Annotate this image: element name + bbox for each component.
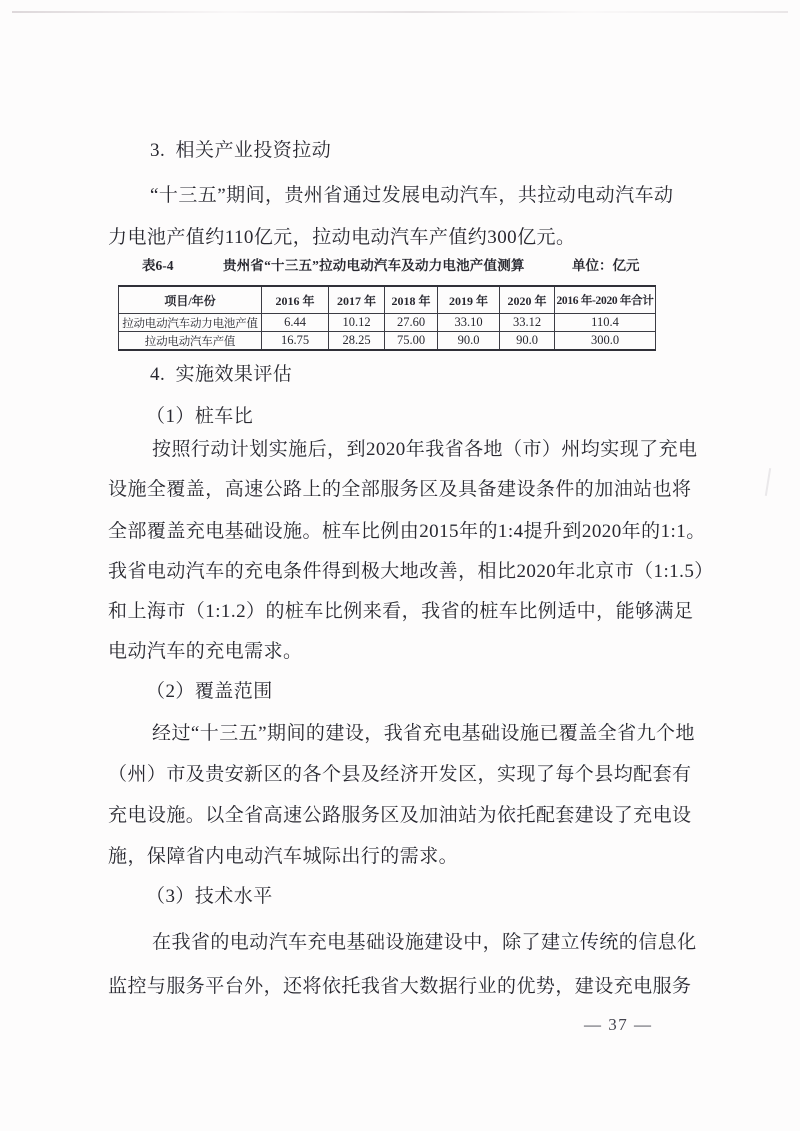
header-item-year: 项目/年份 xyxy=(119,286,262,314)
header-2020: 2020 年 xyxy=(500,286,555,314)
header-2017: 2017 年 xyxy=(329,286,385,314)
section-4-heading: 4. 实施效果评估 xyxy=(150,364,293,385)
paragraph-3-line-4: 施，保障省内电动汽车城际出行的需求。 xyxy=(108,846,459,867)
table-row xyxy=(119,332,656,351)
subsection-1-heading: （1）桩车比 xyxy=(146,406,254,427)
paragraph-2-line-1: 按照行动计划实施后，到2020年我省各地（市）州均实现了充电 xyxy=(152,439,698,460)
paragraph-3-line-1: 经过“十三五”期间的建设，我省充电基础设施已覆盖全省九个地 xyxy=(152,723,695,744)
vehicle-2017: 28.25 xyxy=(329,332,385,351)
paragraph-1-line-2: 力电池产值约110亿元，拉动电动汽车产值约300亿元。 xyxy=(108,227,576,248)
header-2019: 2019 年 xyxy=(438,286,500,314)
row-battery-name: 拉动电动汽车动力电池产值 xyxy=(119,314,262,332)
scan-artifact-line xyxy=(12,11,788,13)
table-row xyxy=(119,314,656,332)
paragraph-2-line-3: 全部覆盖充电基础设施。桩车比例由2015年的1:4提升到2020年的1:1。 xyxy=(108,521,706,542)
vehicle-2018: 75.00 xyxy=(385,332,438,351)
subsection-2-heading: （2）覆盖范围 xyxy=(146,681,273,702)
vehicle-2019: 90.0 xyxy=(438,332,500,351)
paragraph-2-line-6: 电动汽车的充电需求。 xyxy=(108,641,303,662)
scan-artifact-speck xyxy=(765,468,771,496)
page-number: — 37 — xyxy=(584,1015,653,1034)
paragraph-4-line-1: 在我省的电动汽车充电基础设施建设中，除了建立传统的信息化 xyxy=(152,932,697,953)
header-2018: 2018 年 xyxy=(385,286,438,314)
vehicle-total: 300.0 xyxy=(555,332,656,351)
subsection-3-heading: （3）技术水平 xyxy=(146,886,273,907)
vehicle-2020: 90.0 xyxy=(500,332,555,351)
battery-2016: 6.44 xyxy=(262,314,329,332)
battery-2017: 10.12 xyxy=(329,314,385,332)
table-title: 贵州省“十三五”拉动电动汽车及动力电池产值测算 xyxy=(223,258,525,273)
table-label: 表6-4 xyxy=(142,258,174,273)
header-2016: 2016 年 xyxy=(262,286,329,314)
battery-2018: 27.60 xyxy=(385,314,438,332)
paragraph-4-line-2: 监控与服务平台外，还将依托我省大数据行业的优势，建设充电服务 xyxy=(108,976,692,997)
table-caption xyxy=(0,253,800,279)
table-unit: 单位：亿元 xyxy=(572,258,640,273)
battery-2020: 33.12 xyxy=(500,314,555,332)
table-header-row xyxy=(119,286,656,314)
paragraph-2-line-2: 设施全覆盖，高速公路上的全部服务区及具备建设条件的加油站也将 xyxy=(108,479,692,500)
battery-2019: 33.10 xyxy=(438,314,500,332)
header-total: 2016 年-2020 年合计 xyxy=(555,286,656,314)
paragraph-3-line-3: 充电设施。以全省高速公路服务区及加油站为依托配套建设了充电设 xyxy=(108,805,692,826)
paragraph-2-line-4: 我省电动汽车的充电条件得到极大地改善，相比2020年北京市（1:1.5） xyxy=(108,561,714,582)
vehicle-2016: 16.75 xyxy=(262,332,329,351)
paragraph-1-line-1: “十三五”期间，贵州省通过发展电动汽车，共拉动电动汽车动 xyxy=(150,185,674,206)
battery-total: 110.4 xyxy=(555,314,656,332)
paragraph-2-line-5: 和上海市（1:1.2）的桩车比例来看，我省的桩车比例适中，能够满足 xyxy=(108,601,694,622)
paragraph-3-line-2: （州）市及贵安新区的各个县及经济开发区，实现了每个县均配套有 xyxy=(108,764,692,785)
output-value-table xyxy=(118,285,656,351)
row-vehicle-name: 拉动电动汽车产值 xyxy=(119,332,262,351)
section-3-heading: 3. 相关产业投资拉动 xyxy=(150,140,332,161)
